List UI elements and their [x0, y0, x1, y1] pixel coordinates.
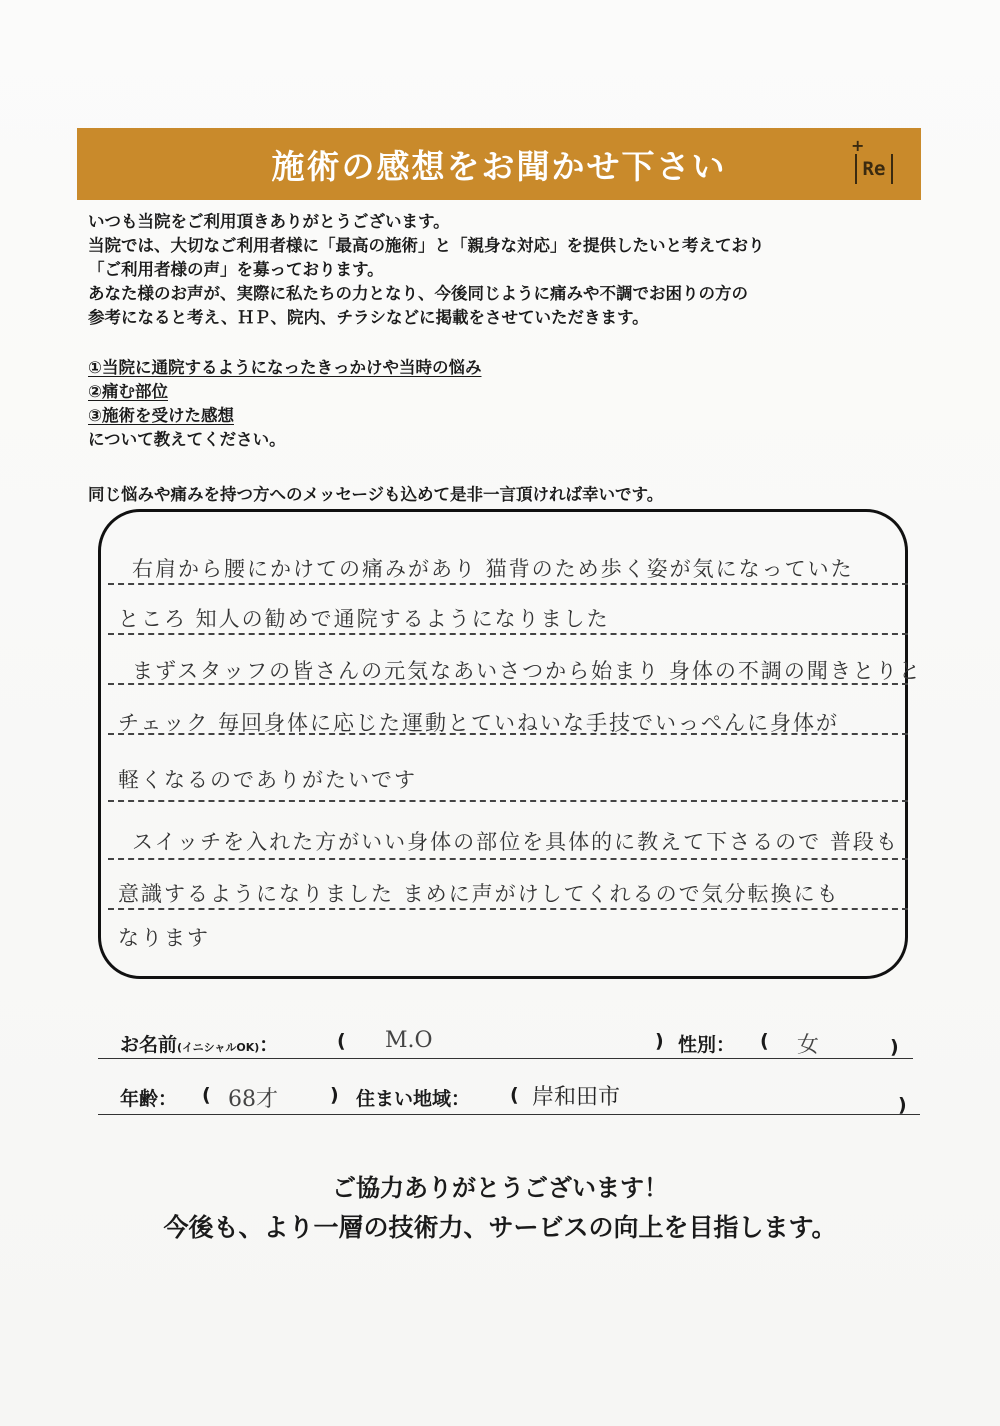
logo-text: Re [862, 158, 886, 180]
ruled-line [108, 908, 908, 910]
intro-line: あなた様のお声が、実際に私たちの力となり、今後同じように痛みや不調でお困りの方の [88, 284, 748, 303]
closing-text: 今後も、より一層の技術力、サービスの向上を目指します。 [163, 1213, 837, 1242]
age-underline [98, 1114, 920, 1115]
name-open-paren: ( [337, 1030, 346, 1052]
question-list [88, 356, 481, 452]
area-close-paren: ) [898, 1094, 907, 1116]
age-label: 年齢： [120, 1088, 178, 1110]
ruled-line [108, 583, 908, 585]
question-suffix: について教えてください。 [88, 430, 286, 449]
handwritten-line: 意識するようになりました まめに声がけしてくれるので気分転換にも [118, 882, 840, 906]
title-banner [77, 128, 921, 200]
handwritten-line: 軽くなるのでありがたいです [118, 768, 417, 792]
gender-close-paren: ) [890, 1036, 899, 1058]
age-open-paren: ( [202, 1084, 211, 1106]
message-prompt: 同じ悩みや痛みを持つ方へのメッセージも込めて是非一言頂ければ幸いです。 [88, 485, 664, 504]
name-label: お名前(イニシャルOK)： [120, 1034, 279, 1056]
name-value[interactable]: M.O [385, 1028, 433, 1053]
area-value[interactable]: 岸和田市 [532, 1085, 621, 1110]
handwritten-line: ところ 知人の勧めで通院するようになりました [118, 607, 610, 631]
question-item: ①当院に通院するようになったきっかけや当時の悩み [88, 358, 482, 377]
logo-plus-mark: + [851, 136, 865, 155]
name-close-paren: ) [655, 1030, 664, 1052]
gender-value[interactable]: 女 [797, 1033, 820, 1058]
age-close-paren: ) [330, 1084, 339, 1106]
age-value[interactable]: 68才 [228, 1087, 278, 1112]
intro-line: いつも当院をご利用頂きありがとうございます。 [88, 212, 450, 231]
handwritten-line: チェック 毎回身体に応じた運動とていねいな手技でいっぺんに身体が [118, 711, 840, 735]
handwritten-line: まずスタッフの皆さんの元気なあいさつから始まり 身体の不調の聞きとりと [132, 659, 922, 683]
handwritten-line: スイッチを入れた方がいい身体の部位を具体的に教えて下さるので 普段も [132, 830, 899, 854]
ruled-line [108, 633, 908, 635]
intro-line: 「ご利用者様の声」を募っております。 [88, 260, 384, 279]
question-item: ③施術を受けた感想 [88, 406, 234, 425]
question-item: ②痛む部位 [88, 382, 168, 401]
gender-open-paren: ( [760, 1030, 769, 1052]
handwritten-line: なります [118, 926, 210, 950]
name-underline [98, 1058, 913, 1059]
page-title: 施術の感想をお聞かせ下さい [271, 146, 727, 186]
thanks-text: ご協力ありがとうございます！ [332, 1174, 668, 1202]
gender-label: 性別： [678, 1034, 736, 1056]
intro-line: 参考になると考え、ＨＰ、院内、チラシなどに掲載をさせていただきます。 [88, 308, 649, 327]
area-open-paren: ( [510, 1084, 519, 1106]
ruled-line [108, 800, 908, 802]
ruled-line [108, 858, 908, 860]
intro-text [88, 210, 928, 330]
intro-line: 当院では、大切なご利用者様に「最高の施術」と「親身な対応」を提供したいと考えており [88, 236, 765, 255]
area-label: 住まい地域： [356, 1088, 471, 1110]
logo-box [855, 154, 893, 184]
handwritten-line: 右肩から腰にかけての痛みがあり 猫背のため歩く姿が気になっていた [132, 557, 854, 581]
re-logo [851, 138, 891, 188]
